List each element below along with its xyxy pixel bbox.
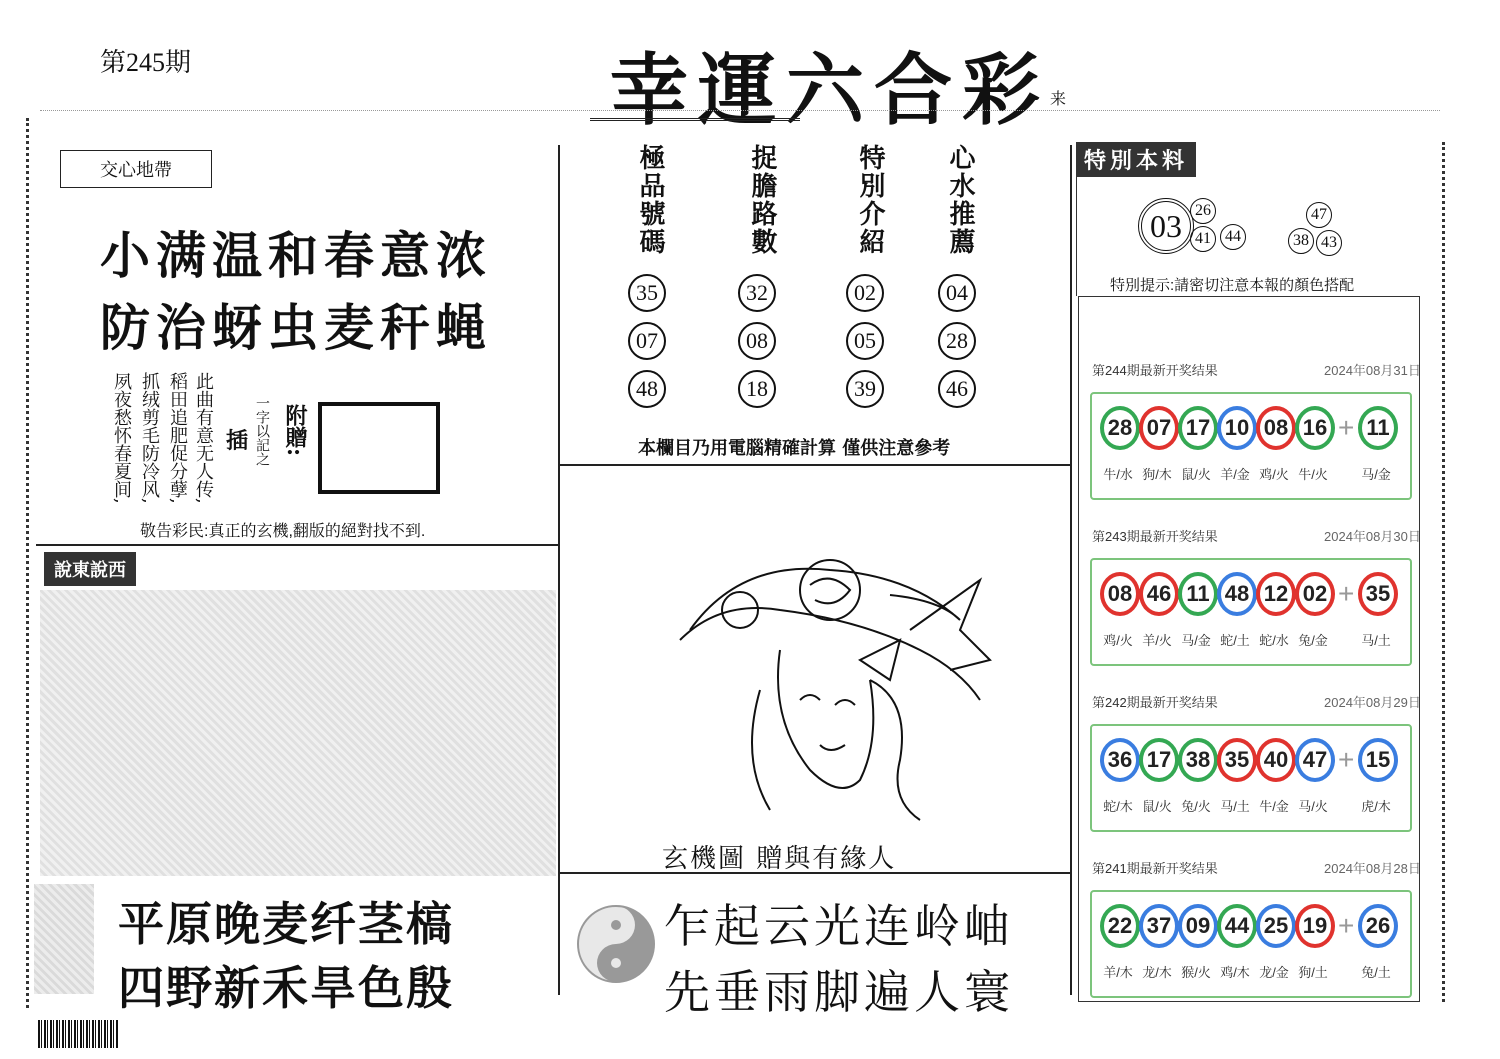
zodiac-label: 狗/木 [1142, 467, 1172, 482]
lottery-ball: 22 [1100, 904, 1140, 948]
zodiac-label: 牛/水 [1103, 467, 1133, 482]
zodiac-label: 羊/金 [1220, 467, 1250, 482]
result-date: 2024年08月30日 [1324, 529, 1421, 544]
plus-sign: + [1338, 578, 1355, 609]
zodiac-label: 马/火 [1298, 799, 1328, 814]
top-divider [40, 110, 1440, 111]
result-card [1090, 724, 1412, 832]
left-poem-line-1: 小满温和春意浓 [100, 226, 492, 285]
issue-number: 第245期 [100, 48, 192, 77]
group2-num-2: 38 [1288, 228, 1314, 254]
col-head-1: 極品號碼 [635, 144, 665, 256]
tag-chat: 說東說西 [44, 552, 136, 586]
zodiac-label: 兔/火 [1181, 799, 1211, 814]
zodiac-label: 蛇/木 [1103, 799, 1133, 814]
zodiac-label: 牛/金 [1259, 799, 1289, 814]
lottery-ball: 17 [1178, 406, 1218, 450]
lottery-ball: 16 [1295, 406, 1335, 450]
left-decorative-border [26, 118, 37, 1008]
zodiac-label: 马/金 [1361, 467, 1391, 482]
color-hint: 特別提示:請密切注意本報的顏色搭配 [1110, 277, 1355, 294]
zodiac-label: 猴/火 [1181, 965, 1211, 980]
puzzle-image-woman-hat [660, 540, 1000, 840]
zodiac-label: 蛇/土 [1220, 633, 1250, 648]
zodiac-label: 羊/火 [1142, 633, 1172, 648]
result-title: 第242期最新开奖结果 [1092, 695, 1218, 710]
col2-num-1: 32 [738, 274, 776, 312]
plus-sign: + [1338, 910, 1355, 941]
group1-num-3: 44 [1220, 224, 1246, 250]
col4-num-1: 04 [938, 274, 976, 312]
bottom-poem-line-2: 先垂雨脚遍人寰 [664, 965, 1014, 1019]
lottery-ball: 09 [1178, 904, 1218, 948]
lottery-ball: 10 [1217, 406, 1257, 450]
col1-num-3: 48 [628, 370, 666, 408]
image-caption: 玄機圖 贈與有緣人 [662, 844, 897, 874]
verse-col-3: 抓绒剪毛防冷风, [139, 372, 160, 504]
result-date: 2024年08月29日 [1324, 695, 1421, 710]
verse-col-4: 夙夜愁怀春夏间, [111, 372, 132, 504]
group1-num-1: 26 [1190, 198, 1216, 224]
col3-num-3: 39 [846, 370, 884, 408]
result-card [1090, 890, 1412, 998]
bottom-poem-line-1: 乍起云光连岭岫 [664, 899, 1014, 953]
lottery-ball: 12 [1256, 572, 1296, 616]
lottery-ball: 17 [1139, 738, 1179, 782]
title-suffix: 来 [1050, 89, 1067, 108]
zodiac-label: 羊/木 [1103, 965, 1133, 980]
lottery-ball: 28 [1100, 406, 1140, 450]
zodiac-label: 鼠/火 [1181, 467, 1211, 482]
left-poem-line-2: 防治蚜虫麦秆蝇 [100, 298, 492, 357]
zodiac-label: 马/金 [1181, 633, 1211, 648]
lottery-ball: 40 [1256, 738, 1296, 782]
zodiac-label: 马/土 [1361, 633, 1391, 648]
zodiac-label: 龙/金 [1259, 965, 1289, 980]
main-special-number: 03 [1138, 198, 1194, 254]
tag-special-material: 特別本料 [1076, 142, 1196, 177]
insert-label: 插 [226, 428, 249, 454]
lottery-ball: 36 [1100, 738, 1140, 782]
lottery-ball: 07 [1139, 406, 1179, 450]
col4-num-2: 28 [938, 322, 976, 360]
verse-col-1: 此曲有意无人传, [193, 372, 214, 504]
page-title: 幸運六合彩 [610, 45, 1051, 136]
col-head-3: 特別介紹 [855, 144, 885, 256]
col3-num-2: 05 [846, 322, 884, 360]
noise-newspaper-image [40, 590, 556, 876]
lottery-ball: 02 [1295, 572, 1335, 616]
small-label: 一字以記之 [254, 396, 270, 466]
zodiac-label: 马/土 [1220, 799, 1250, 814]
lottery-ball: 11 [1358, 406, 1398, 450]
table-footer: 本欄目乃用電腦精確計算 僅供注意參考 [638, 438, 951, 459]
group2-num-3: 43 [1316, 230, 1342, 256]
result-date: 2024年08月28日 [1324, 861, 1421, 876]
zodiac-label: 鸡/火 [1103, 633, 1133, 648]
divider-mid-1 [560, 464, 1070, 466]
lottery-ball: 08 [1256, 406, 1296, 450]
result-title: 第241期最新开奖结果 [1092, 861, 1218, 876]
lottery-ball: 37 [1139, 904, 1179, 948]
result-title: 第244期最新开奖结果 [1092, 363, 1218, 378]
noise-side-image [34, 884, 94, 994]
result-date: 2024年08月31日 [1324, 363, 1421, 378]
lottery-ball: 19 [1295, 904, 1335, 948]
lottery-ball: 44 [1217, 904, 1257, 948]
lottery-ball: 38 [1178, 738, 1218, 782]
col-head-4: 心水推薦 [945, 144, 975, 256]
lottery-ball: 46 [1139, 572, 1179, 616]
col1-num-2: 07 [628, 322, 666, 360]
lottery-ball: 25 [1256, 904, 1296, 948]
group2-num-1: 47 [1306, 202, 1332, 228]
right-top-left-border [1076, 176, 1077, 296]
yin-yang-icon [574, 902, 658, 986]
col-head-2: 捉膽路數 [747, 144, 777, 256]
col2-num-2: 08 [738, 322, 776, 360]
col2-num-3: 18 [738, 370, 776, 408]
zodiac-label: 鼠/火 [1142, 799, 1172, 814]
divider-vertical-left [558, 145, 560, 995]
result-card [1090, 392, 1412, 500]
zodiac-label: 狗/土 [1298, 965, 1328, 980]
lottery-ball: 08 [1100, 572, 1140, 616]
result-card [1090, 558, 1412, 666]
col3-num-1: 02 [846, 274, 884, 312]
col1-num-1: 35 [628, 274, 666, 312]
lottery-ball: 15 [1358, 738, 1398, 782]
zodiac-label: 龙/木 [1142, 965, 1172, 980]
zodiac-label: 兔/土 [1361, 965, 1391, 980]
tag-heart-zone: 交心地帶 [60, 150, 212, 188]
barcode [38, 1020, 118, 1048]
zodiac-label: 牛/火 [1298, 467, 1328, 482]
lottery-ball: 47 [1295, 738, 1335, 782]
zodiac-label: 蛇/水 [1259, 633, 1289, 648]
attached-label: 附贈: [282, 404, 308, 457]
group1-num-2: 41 [1190, 226, 1216, 252]
lottery-ball: 11 [1178, 572, 1218, 616]
title-ornament [590, 118, 800, 121]
verse-col-2: 稻田追肥促分孽, [167, 372, 188, 504]
lottery-ball: 35 [1358, 572, 1398, 616]
divider-left-top [36, 544, 558, 546]
lottery-ball: 48 [1217, 572, 1257, 616]
lower-poem-line-2: 四野新禾旱色殷 [118, 961, 454, 1015]
lottery-ball: 26 [1358, 904, 1398, 948]
notice-text: 敬告彩民:真正的玄機,翻版的絕對找不到. [140, 523, 426, 540]
right-decorative-border [1434, 142, 1445, 1002]
lower-poem-line-1: 平原晚麦纤茎槁 [118, 897, 454, 951]
plus-sign: + [1338, 744, 1355, 775]
zodiac-label: 鸡/木 [1220, 965, 1250, 980]
zodiac-label: 兔/金 [1298, 633, 1328, 648]
zodiac-label: 虎/木 [1361, 799, 1391, 814]
col4-num-3: 46 [938, 370, 976, 408]
zodiac-label: 鸡/火 [1259, 467, 1289, 482]
gift-box [318, 402, 440, 494]
lottery-ball: 35 [1217, 738, 1257, 782]
divider-vertical-right [1070, 145, 1072, 995]
result-title: 第243期最新开奖结果 [1092, 529, 1218, 544]
plus-sign: + [1338, 412, 1355, 443]
